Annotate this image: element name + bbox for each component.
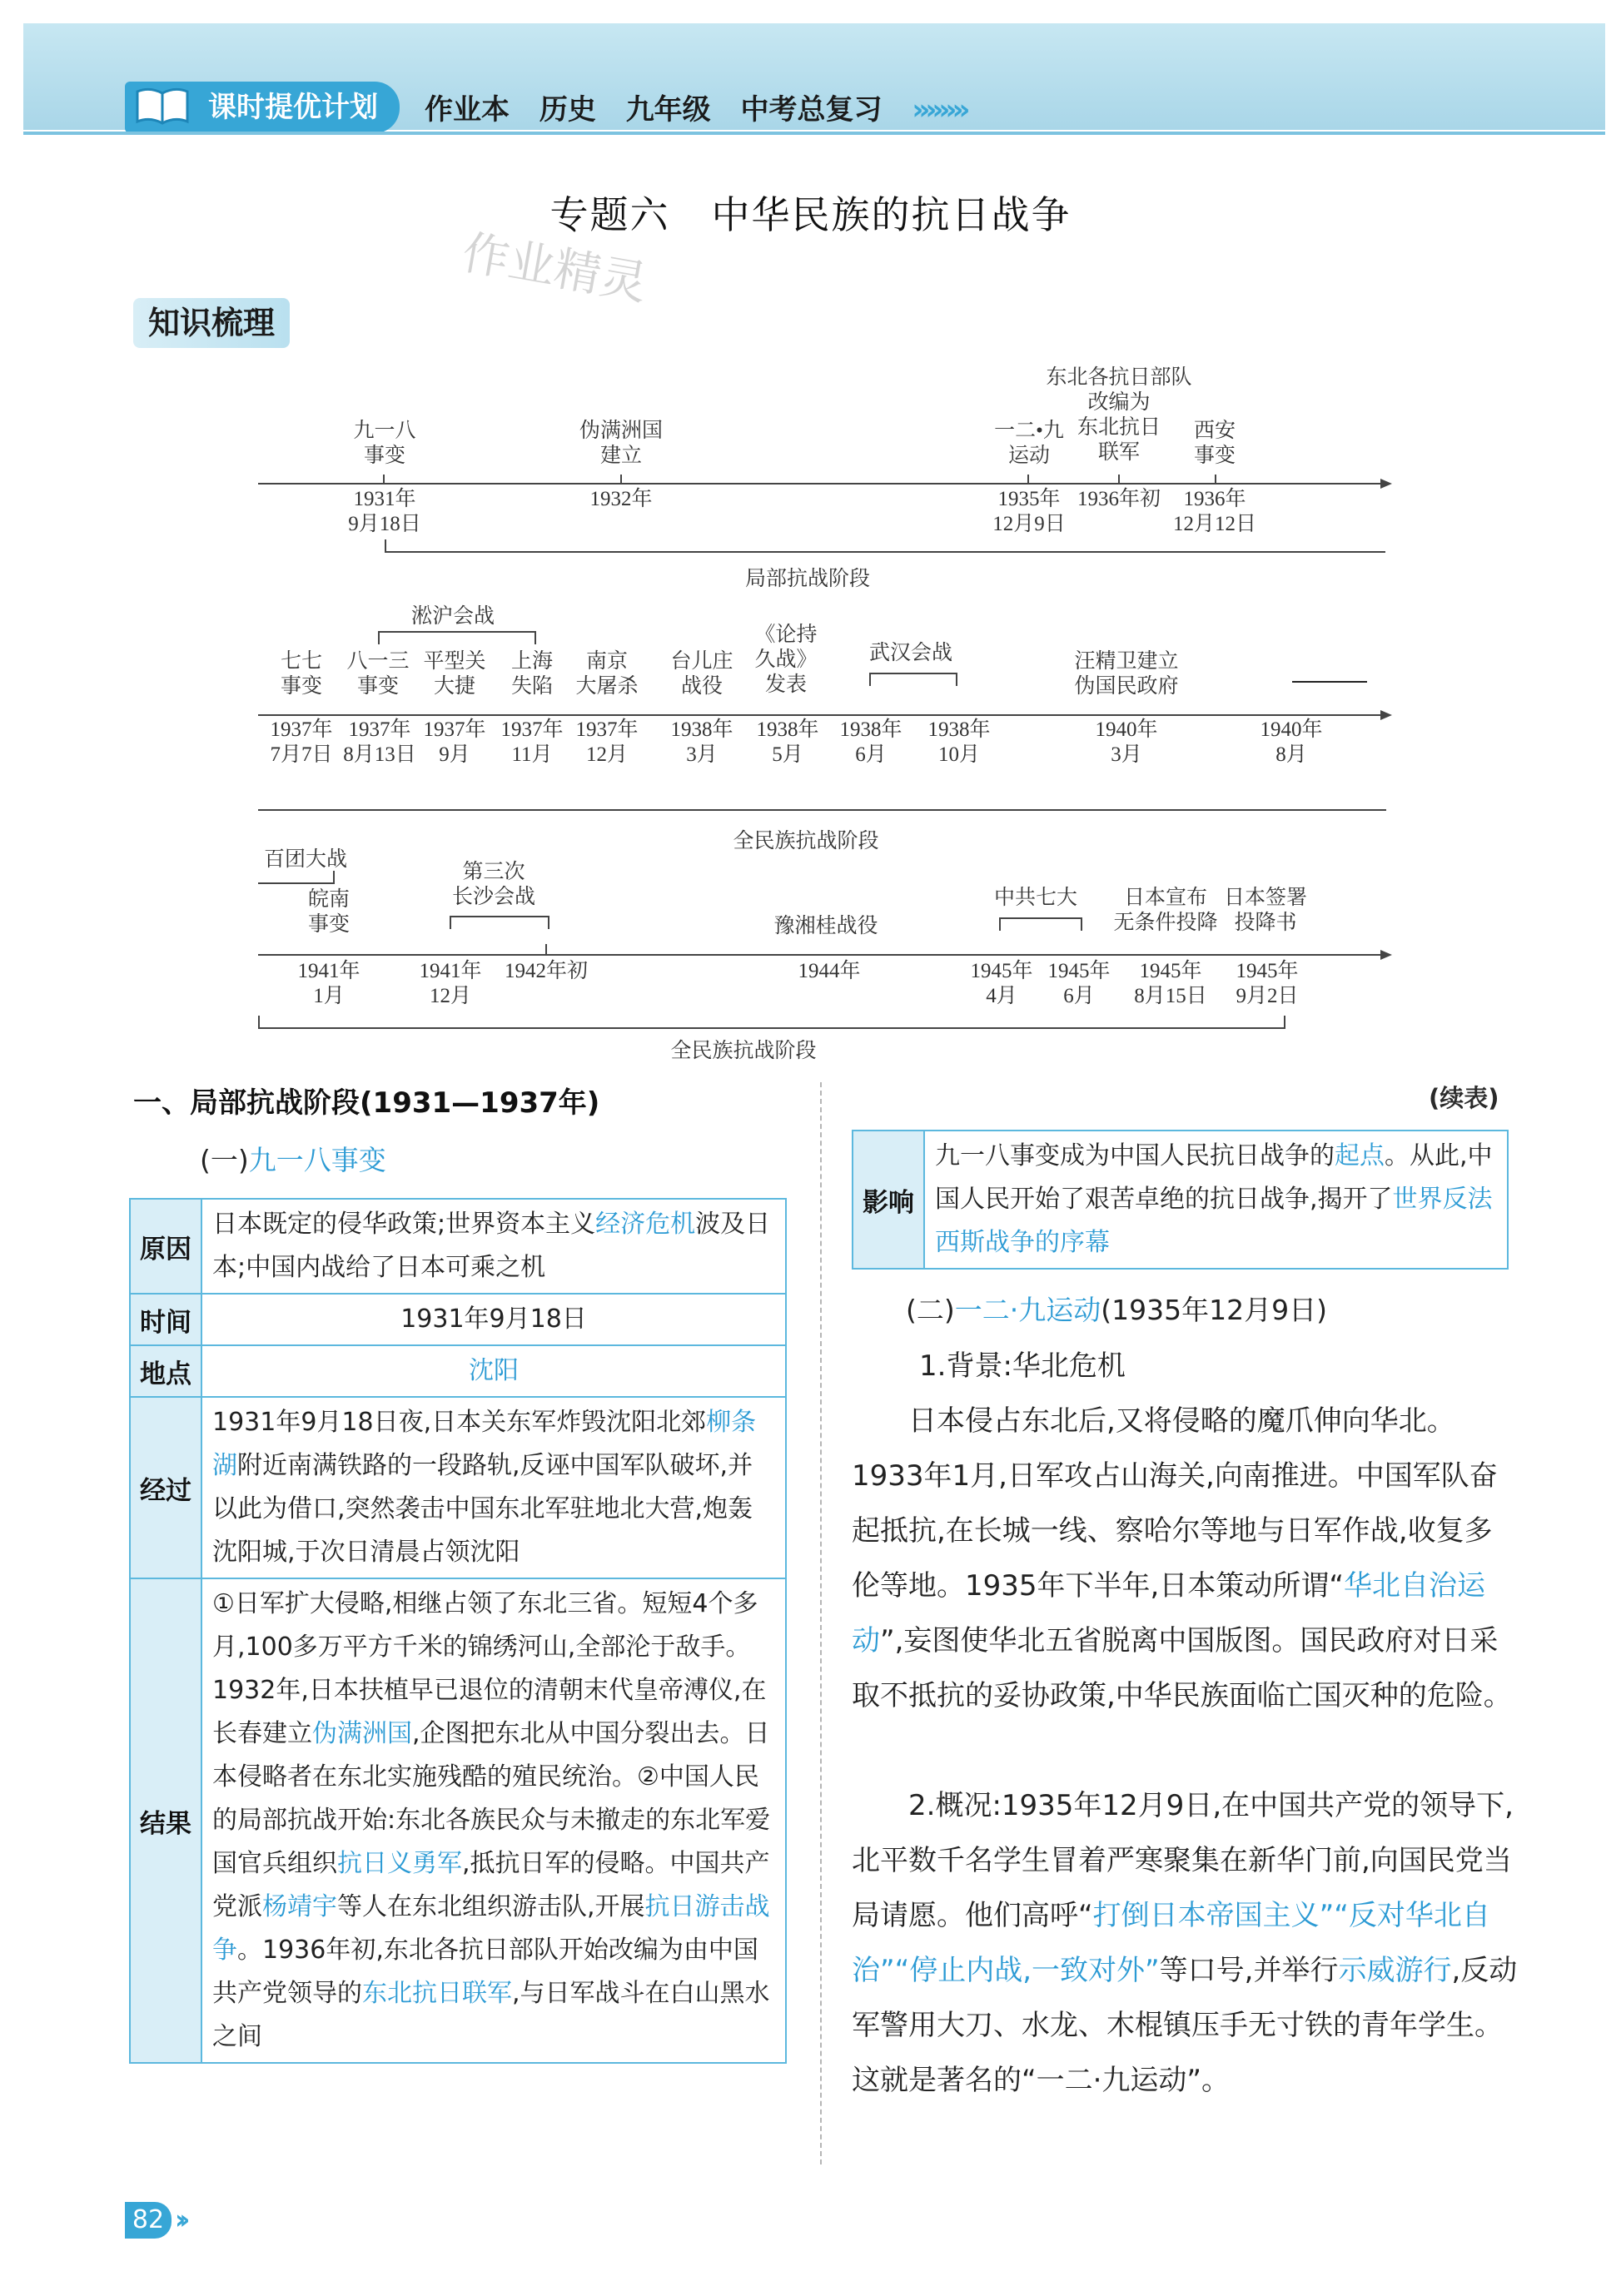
timeline-event: 西安 事变	[1193, 420, 1236, 467]
timeline-date: 1936年 12月12日	[1172, 488, 1257, 535]
row-label: 经过	[130, 1397, 201, 1578]
header-item: 九年级	[625, 93, 711, 127]
timeline-date: 1932年	[589, 488, 653, 510]
cause-cell: 日本既定的侵华政策;世界资本主义经济危机波及日本;中国内战给了日本可乘之机	[201, 1199, 786, 1294]
timeline-event: 台儿庄 战役	[670, 650, 733, 698]
timeline-date: 1941年 12月	[419, 960, 482, 1007]
timeline-date: 1935年 12月9日	[992, 488, 1066, 535]
section-heading: 一、局部抗战阶段(1931—1937年)	[133, 1086, 600, 1120]
header-item: 作业本	[425, 93, 510, 127]
timeline-event: 百团大战	[263, 848, 348, 871]
timeline-date: 1937年 8月13日	[343, 718, 416, 766]
watermark: 作业精灵	[458, 225, 652, 311]
series-logo: 课时提优计划	[125, 82, 400, 133]
timeline-3	[0, 0, 1621, 1074]
header-item: 历史	[539, 93, 596, 127]
continued-label: (续表)	[1429, 1084, 1499, 1112]
chevron-icon: ››	[175, 2204, 184, 2235]
timeline-event: 平型关 大捷	[423, 650, 486, 698]
timeline-event: 汪精卫建立 伪国民政府	[1074, 650, 1179, 698]
process-cell: 1931年9月18日夜,日本关东军炸毁沈阳北郊柳条湖附近南满铁路的一段路轨,反诬中国军队破坏,并以此为借口,突然袭击中国东北军驻地北大营,炮轰沈阳城,于次日清晨占领沈阳	[201, 1397, 786, 1578]
timeline-event: 八一三 事变	[346, 650, 410, 698]
timeline-event: 武汉会战	[868, 642, 953, 664]
timeline-date: 1938年 10月	[927, 718, 991, 766]
timeline-event: 《论持 久战》 发表	[754, 624, 818, 696]
stage-label: 局部抗战阶段	[744, 568, 871, 590]
timeline-date: 1937年 12月	[575, 718, 639, 766]
timeline-date: 1941年 1月	[297, 960, 360, 1007]
timeline-date: 1944年	[798, 960, 861, 982]
timeline-event: 第三次 长沙会战	[451, 861, 536, 908]
impact-table	[852, 1130, 1509, 1270]
timeline-date: 1945年 6月	[1047, 960, 1111, 1007]
column-divider	[820, 1082, 822, 2164]
stage-label: 全民族抗战阶段	[733, 830, 879, 852]
page-title: 专题六 中华民族的抗日战争	[549, 192, 1072, 237]
timeline-date: 1940年 8月	[1260, 718, 1323, 766]
timeline-event: 日本签署 投降书	[1223, 887, 1308, 934]
place-cell: 沈阳	[201, 1345, 786, 1397]
timeline-date: 1938年 6月	[839, 718, 902, 766]
time-cell: 1931年9月18日	[201, 1294, 786, 1345]
timeline-event: 七七 事变	[280, 650, 323, 698]
timeline-event: 九一八 事变	[353, 420, 416, 467]
section-tag: 知识梳理	[133, 298, 290, 348]
timeline-date: 1942年初	[504, 960, 589, 982]
timeline-date: 1937年 9月	[423, 718, 486, 766]
row-label: 影响	[853, 1131, 924, 1269]
timeline-event: 东北各抗日部队 改编为 东北抗日 联军	[1046, 366, 1192, 464]
timeline-date: 1945年 9月2日	[1236, 960, 1299, 1007]
timeline-date: 1945年 4月	[970, 960, 1033, 1007]
timeline-event: 一二•九 运动	[994, 420, 1064, 467]
timeline-event: 上海 失陷	[510, 650, 554, 698]
timeline-event: 日本宣布 无条件投降	[1113, 887, 1218, 934]
chevrons-icon: ››››››››	[912, 93, 966, 127]
row-label: 地点	[130, 1345, 201, 1397]
timeline-date: 1945年 8月15日	[1134, 960, 1207, 1007]
result-cell: ①日军扩大侵略,相继占领了东北三省。短短4个多月,100多万平方千米的锦绣河山,全部沦于敌手。1932年,日本扶植早已退位的清朝末代皇帝溥仪,在长春建立伪满洲国,企图把东北从中国分裂出去。日本侵略者在东北实施残酷的殖民统治。②中国人民的局部抗战开始:东北各族民众与未撤走的东北军爱国官兵组织抗日义勇军,抵抗日军的侵略。中国共产党派杨靖宇等人在东北组织游击队,开展抗日游击战争。1936年初,东北各抗日部队开始改编为由中国共产党领导的东北抗日联军,与日军战斗在白山黑水之间	[201, 1578, 786, 2063]
header-item: 中考总复习	[740, 93, 883, 127]
timeline-date: 1938年 5月	[756, 718, 819, 766]
group-label: 淞沪会战	[410, 605, 495, 628]
row-label: 原因	[130, 1199, 201, 1294]
timeline-date: 1937年 7月7日	[270, 718, 333, 766]
impact-cell: 九一八事变成为中国人民抗日战争的起点。从此,中国人民开始了艰苦卓绝的抗日战争,揭开了世界反法西斯战争的序幕	[924, 1131, 1508, 1269]
timeline-date: 1936年初	[1077, 488, 1161, 510]
background-title: 1.背景:华北危机	[919, 1349, 1126, 1383]
timeline-date: 1940年 3月	[1095, 718, 1158, 766]
timeline-event: 伪满洲国 建立	[579, 420, 664, 467]
timeline-event: 豫湘桂战役	[773, 915, 878, 937]
row-label: 时间	[130, 1294, 201, 1345]
timeline-event: 中共七大	[993, 887, 1078, 909]
timeline-date: 1931年 9月18日	[348, 488, 421, 535]
timeline-event: 南京 大屠杀	[575, 650, 639, 698]
row-label: 结果	[130, 1578, 201, 2063]
subsection-heading: (一)九一八事变	[200, 1144, 386, 1176]
timeline-date: 1938年 3月	[670, 718, 733, 766]
event-table-918	[129, 1198, 787, 2064]
stage-label: 全民族抗战阶段	[670, 1040, 817, 1062]
page-number: 82	[125, 2202, 172, 2239]
timeline-date: 1937年 11月	[500, 718, 564, 766]
overview-paragraph: 2.概况:1935年12月9日,在中国共产党的领导下,北平数千名学生冒着严寒聚集在新华门前,向国民党当局请愿。他们高呼“打倒日本帝国主义”“反对华北自治”“停止内战,一致对外”等口号,并举行示威游行,反动军警用大刀、水龙、木棍镇压手无寸铁的青年学生。这就是著名的“一二·九运动”。	[852, 1789, 1518, 2097]
timeline-event: 皖南 事变	[307, 888, 351, 936]
background-paragraph: 日本侵占东北后,又将侵略的魔爪伸向华北。1933年1月,日军攻占山海关,向南推进。中国军队奋起抵抗,在长城一线、察哈尔等地与日军作战,收复多伦等地。1935年下半年,日本策动所谓“华北自治运动”,妄图使华北五省脱离中国版图。国民政府对日采取不抵抗的妥协政策,中华民族面临亡国灭种的危险。	[852, 1404, 1512, 1712]
subsection-heading: (二)一二·九运动(1935年12月9日)	[906, 1294, 1327, 1326]
